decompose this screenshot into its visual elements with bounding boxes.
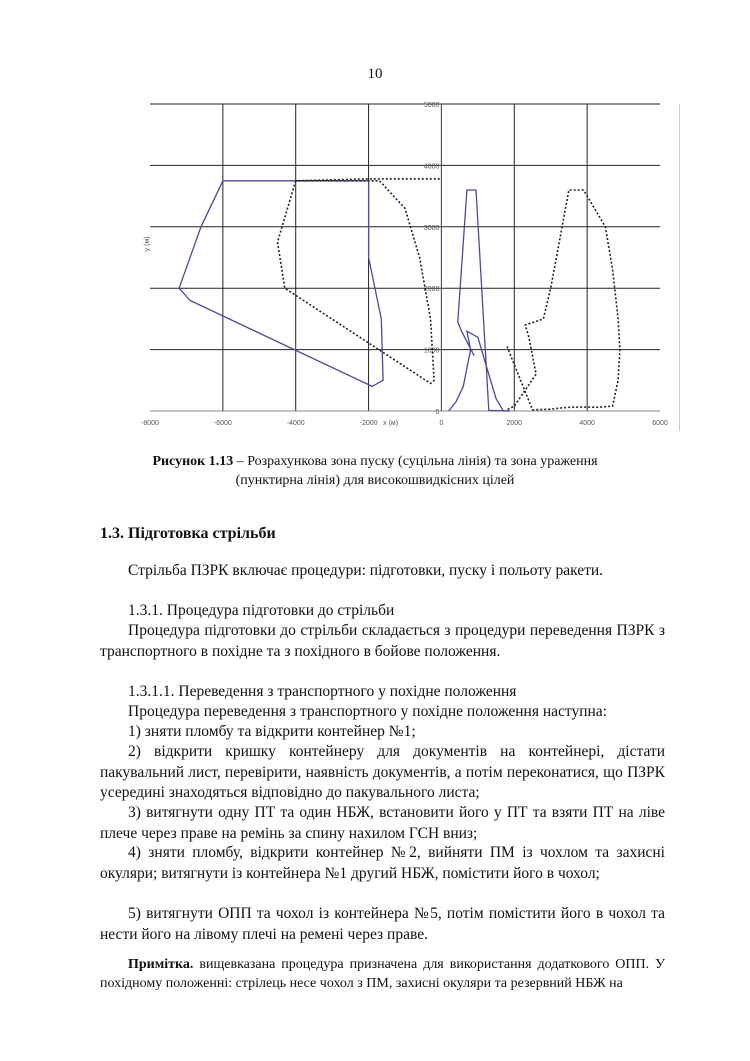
x-tick-label: -6000 bbox=[213, 420, 232, 427]
figure-caption-line2: (пунктирна лінія) для високошвидкісних цілей bbox=[235, 473, 515, 488]
list-item-2: 2) відкрити кришку контейнеру для документів на контейнері, дістати пакувальний лист, перевірити, наявність документів, а потім переконатися, що ПЗРК усередині знаходяться відповідно до пакувального листа; bbox=[100, 743, 665, 801]
note-text: вищевказана процедура призначена для використання додаткового ОПП. У похідному положенні: стрілець несе чохол з ПМ, захисні окуляри та резервний НБЖ на bbox=[100, 957, 665, 991]
note-label: Примітка. bbox=[128, 957, 194, 972]
x-axis-label: x (м) bbox=[383, 420, 399, 427]
x-tick-label: -2000 bbox=[359, 420, 378, 427]
y-tick-label: 3000 bbox=[423, 224, 440, 232]
x-tick-label: 6000 bbox=[652, 420, 668, 427]
y-tick-label: 5000 bbox=[423, 102, 440, 109]
x-tick-label: -4000 bbox=[286, 420, 305, 427]
page-number: 10 bbox=[367, 66, 383, 82]
subsection-heading-1311: 1.3.1.1. Переведення з транспортного у похідне положення bbox=[128, 683, 517, 700]
y-axis-label: y (м) bbox=[144, 236, 151, 252]
series-line-dotted-3 bbox=[507, 190, 620, 410]
figure-caption-line1 bbox=[100, 452, 650, 471]
paragraph-procedure: Процедура переведення з транспортного у похідне положення наступна: bbox=[128, 703, 607, 720]
series-line-solid-2 bbox=[449, 190, 511, 411]
paragraph-intro: Стрільба ПЗРК включає процедури: підготовки, пуску і польоту ракети. bbox=[128, 562, 604, 579]
list-item-1: 1) зняти пломбу та відкрити контейнер №1; bbox=[128, 723, 416, 740]
figure-caption-label: Рисунок 1.13 bbox=[152, 454, 234, 469]
paragraph-preparation: Процедура підготовки до стрільби складається з процедури переведення ПЗРК з транспортного в похідне та з похідного в бойове положення. bbox=[100, 622, 665, 660]
x-tick-label: -8000 bbox=[141, 420, 159, 427]
y-tick-label: 1000 bbox=[423, 347, 440, 355]
section-heading: 1.3. Підготовка стрільби bbox=[100, 525, 276, 542]
subsection-heading-131: 1.3.1. Процедура підготовки до стрільби bbox=[128, 602, 395, 619]
series-line-solid-0 bbox=[179, 181, 383, 387]
x-tick-label: 0 bbox=[439, 420, 444, 427]
y-tick-label: 0 bbox=[435, 409, 440, 416]
list-item-3: 3) витягнути одну ПТ та один НБЖ, встановити його у ПТ та взяти ПТ на ліве плече через праве на ремінь за спину нахилом ГСН вниз; bbox=[100, 804, 665, 842]
y-tick-label: 4000 bbox=[423, 163, 440, 171]
figure-caption-text: – Розрахункова зона пуску (суцільна лінія) та зона ураження bbox=[233, 454, 598, 469]
list-item-5: 5) витягнути ОПП та чохол із контейнера №5, потім помістити його в чохол та нести його на лівому плечі на ремені через праве. bbox=[100, 905, 665, 943]
y-tick-label: 2000 bbox=[423, 286, 440, 294]
note-paragraph bbox=[100, 955, 665, 993]
x-tick-label: 4000 bbox=[579, 420, 595, 427]
list-item-4: 4) зняти пломбу, відкрити контейнер №2, вийняти ПМ із чохлом та захисні окуляри; витягнути із контейнера №1 другий НБЖ, помістити його в чохол; bbox=[100, 844, 665, 882]
x-tick-label: 2000 bbox=[506, 420, 523, 427]
launch-zone-chart bbox=[140, 98, 680, 433]
